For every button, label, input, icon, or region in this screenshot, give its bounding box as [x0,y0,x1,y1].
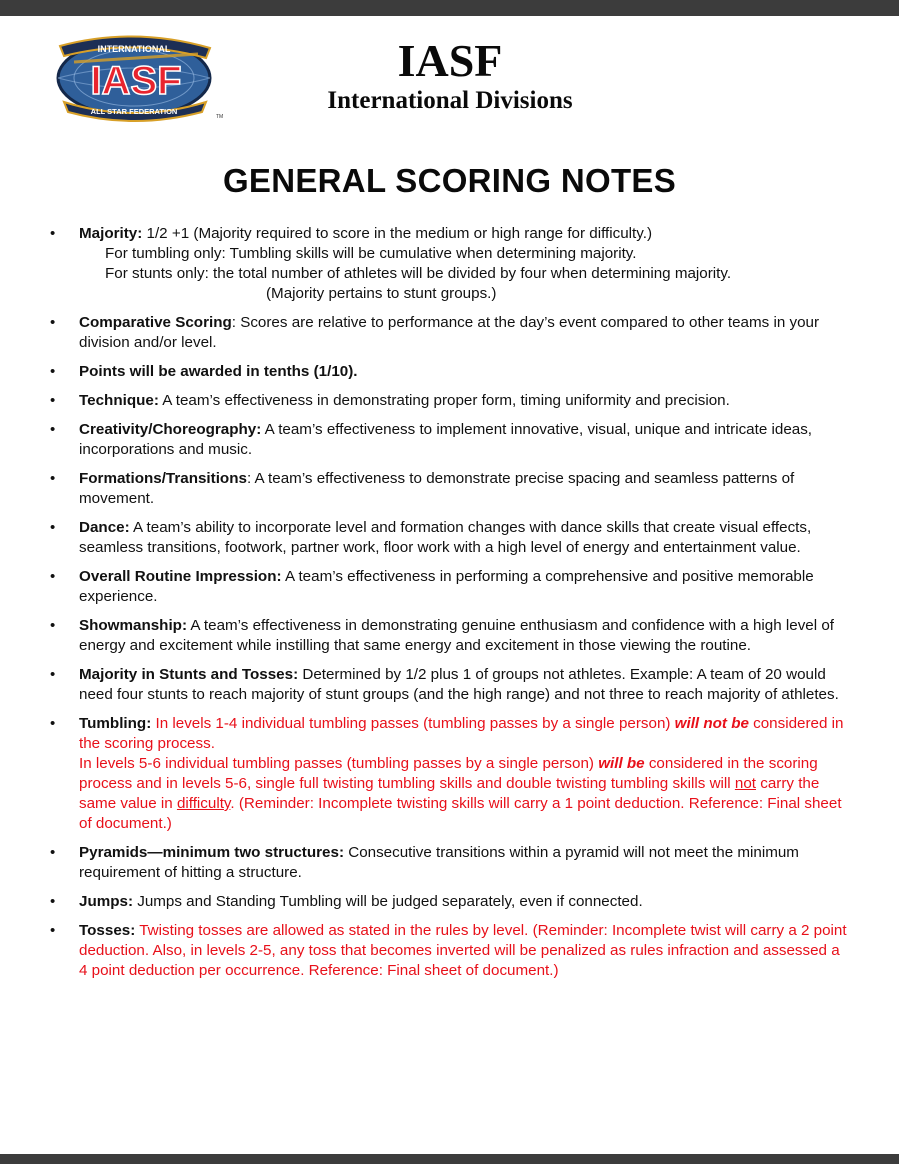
note-text: : A team’s effectiveness to demonstrate precise spacing and seamless patterns of movement. [79,470,795,507]
note-jumps [50,892,850,912]
note-majority-stunts [50,665,850,705]
note-overall-impression [50,567,850,607]
bullet: • [50,715,56,732]
note-creativity [50,420,850,460]
bullet: • [50,421,56,438]
scoring-notes-list [50,224,850,990]
note-subline: For tumbling only: Tumbling skills will be cumulative when determining majority. [105,245,637,262]
bullet: • [50,844,56,861]
bullet: • [50,363,56,380]
note-term: Formations/Transitions [79,470,247,487]
note-subline: (Majority pertains to stunt groups.) [266,285,497,302]
bullet: • [50,617,56,634]
note-tosses [50,921,850,981]
note-term: Jumps: [79,893,134,910]
logo-tm-mark: TM [216,114,224,120]
document-title: GENERAL SCORING NOTES [222,162,677,199]
bullet: • [50,392,56,409]
note-underline: not [734,775,757,792]
note-text: A team’s effectiveness in demonstrating genuine enthusiasm and confidence with a high level of energy and excitement while instilling that same energy and excitement in those viewing the routine. [79,617,835,654]
note-text: Twisting tosses are allowed as stated in the rules by level. (Reminder: Incomplete twist will carry a 2 point deduction. Also, in levels 2-5, any toss that becomes inverted will be penalized as rules infraction and assessed a 4 point deduction per occurrence. Reference: Final sheet of document.) [79,922,847,979]
note-term: Overall Routine Impression: [79,568,282,585]
note-term: Pyramids—minimum two structures: [79,844,344,861]
viewer-top-bar [0,0,899,16]
note-text: : Scores are relative to performance at the day’s event compared to other teams in your division and/or level. [79,314,820,351]
note-dance [50,518,850,558]
bullet: • [50,568,56,585]
note-text: Determined by 1/2 plus 1 of groups not athletes. Example: A team of 20 would need four stunts to reach majority of stunt groups (and the high range) and not three to reach majority of athletes. [79,666,839,703]
iasf-logo [50,32,226,122]
note-emphasis: will be [598,755,645,772]
logo-top-text: INTERNATIONAL [97,44,171,54]
note-text: In levels 5-6 individual tumbling passes (tumbling passes by a single person) [79,755,599,772]
note-term: Tumbling: [79,715,152,732]
note-text: considered in the scoring process. [79,715,844,752]
note-term: Comparative Scoring [79,314,232,331]
note-emphasis: will not be [674,715,749,732]
note-term: Points will be awarded in tenths (1/10). [79,363,358,380]
note-text: 1/2 +1 (Majority required to score in the medium or high range for difficulty.) [142,225,653,242]
note-term: Dance: [79,519,130,536]
note-formations [50,469,850,509]
note-text: In levels 1-4 individual tumbling passes (tumbling passes by a single person) [151,715,675,732]
note-text: . (Reminder: Incomplete twisting skills will carry a 1 point deduction. Reference: Final sheet of document.) [79,795,842,832]
header-title: IASF [397,35,503,86]
note-text: carry the same value in [79,775,820,812]
note-tumbling [50,714,850,834]
note-text: A team’s ability to incorporate level and formation changes with dance skills that create visual effects, seamless transitions, footwork, partner work, floor work with a high level of energy and entertainment value. [79,519,812,556]
note-text: A team’s effectiveness in demonstrating proper form, timing uniformity and precision. [158,392,730,409]
note-term: Majority: [79,225,143,242]
bullet: • [50,922,56,939]
note-term: Tosses: [79,922,136,939]
bullet: • [50,470,56,487]
header-subtitle: International Divisions [327,87,573,114]
note-underline: difficulty [176,795,231,812]
note-technique [50,391,850,411]
note-majority [50,224,850,304]
note-term: Showmanship: [79,617,188,634]
bullet: • [50,225,56,242]
note-comparative-scoring [50,313,850,353]
logo-bottom-text: ALL STAR FEDERATION [90,107,178,116]
note-text: Consecutive transitions within a pyramid will not meet the minimum requirement of hitting a structure. [79,844,799,881]
bullet: • [50,519,56,536]
note-text: A team’s effectiveness to implement innovative, visual, unique and intricate ideas, incorporations and music. [79,421,813,458]
note-showmanship [50,616,850,656]
note-pyramids [50,843,850,883]
bullet: • [50,314,56,331]
note-text: considered in the scoring process and in levels 5-6, single full twisting tumbling skills and double twisting tumbling skills will [79,755,818,792]
bullet: • [50,666,56,683]
bullet: • [50,893,56,910]
note-text: A team’s effectiveness in performing a comprehensive and positive memorable experience. [79,568,814,605]
note-term: Technique: [79,392,159,409]
note-term: Creativity/Choreography: [79,421,262,438]
note-term: Majority in Stunts and Tosses: [79,666,299,683]
note-text: Jumps and Standing Tumbling will be judged separately, even if connected. [133,893,643,910]
note-points [50,362,850,382]
logo-main-text: IASF [90,59,182,103]
note-subline: For stunts only: the total number of athletes will be divided by four when determining majority. [105,265,732,282]
viewer-bottom-bar [0,1154,899,1164]
